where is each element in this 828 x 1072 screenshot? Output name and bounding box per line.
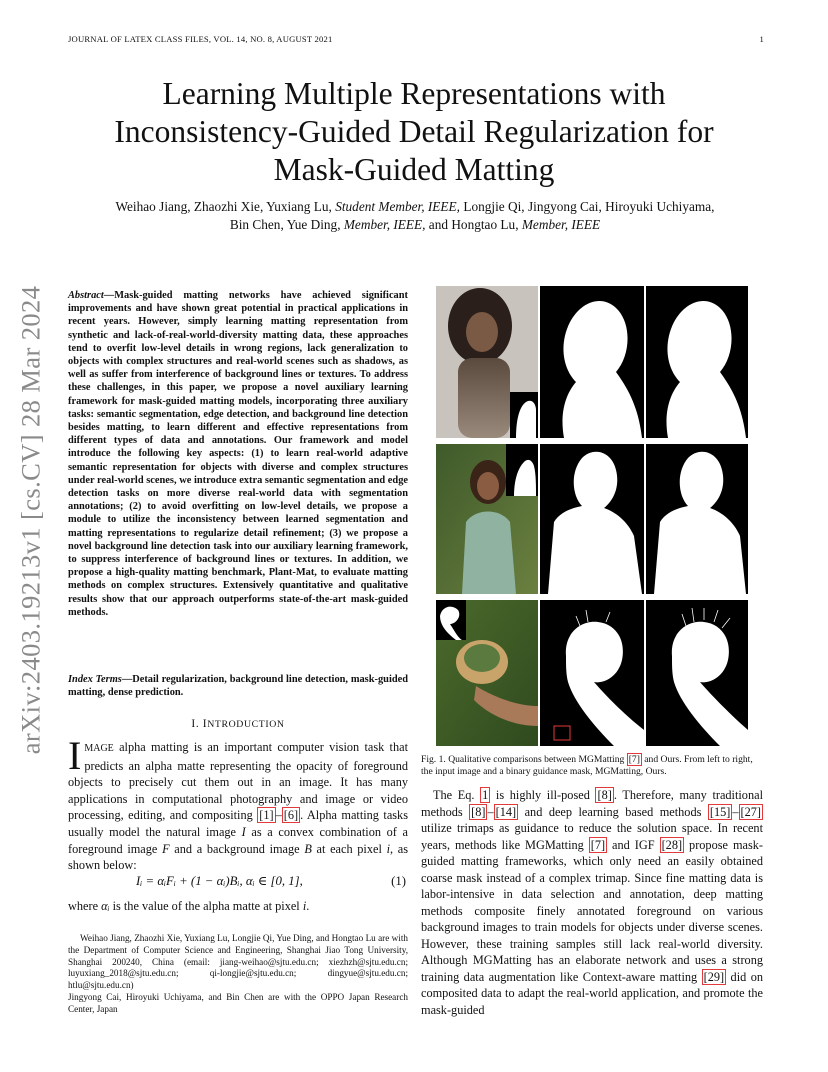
caption-text: and Ours. From left to right, the input image and a binary guidance mask, MGMatting, Ours.: [421, 754, 753, 778]
citation-link[interactable]: [28]: [661, 837, 683, 852]
math-var: F: [162, 841, 170, 856]
intro-text: at each pixel: [311, 841, 387, 856]
face-shape: [466, 312, 498, 352]
body-text: is highly ill-posed: [490, 788, 596, 802]
intro-text: –: [275, 808, 282, 823]
body-text: –: [732, 804, 739, 819]
row-1: [436, 286, 748, 438]
body-text: where: [68, 899, 102, 913]
body-text: –: [487, 804, 494, 819]
equation-link[interactable]: 1: [482, 788, 489, 802]
index-terms: [68, 673, 408, 699]
equation-1: [68, 874, 408, 894]
citation-link[interactable]: [1]: [259, 808, 274, 823]
footnote-paragraph: Weihao Jiang, Zhaozhi Xie, Yuxiang Lu, Longjie Qi, Yue Ding, and Hongtao Lu are with the Department of Computer Science and Engineering, Shanghai Jiao Tong University, Shanghai 200240, China (email: jiang-weihao@sjtu.edu.cn; xiezhzh@sjtu.edu.cn; luyuxiang_2018@sjtu.edu.cn; qi-longjie@sjtu.edu.cn; dingyue@sjtu.edu.cn; htlu@sjtu.edu.cn): [68, 933, 408, 991]
row-3: [436, 600, 748, 746]
equation-number: (1): [391, 874, 406, 888]
right-column-paragraph: [421, 787, 763, 1018]
index-terms-label: Index Terms: [68, 674, 122, 685]
intro-text: , as shown below:: [68, 841, 408, 873]
paper-title: [60, 75, 768, 189]
dress-shape: [462, 512, 516, 595]
citation-link[interactable]: [29]: [703, 969, 725, 984]
arxiv-stamp: [6, 280, 56, 760]
author-names: Longjie Qi, Jingyong Cai, Hiroyuki Uchiyama,: [460, 199, 715, 214]
section-first-letter: I: [202, 718, 208, 730]
face-shape: [477, 472, 499, 500]
math-var: i: [302, 899, 307, 913]
section-heading: [68, 718, 408, 730]
citation-link[interactable]: [8]: [471, 804, 486, 819]
abstract: [68, 289, 408, 619]
math-var: B: [304, 841, 312, 856]
author-names: Weihao Jiang, Zhaozhi Xie, Yuxiang Lu,: [115, 199, 336, 214]
author-names: Bin Chen, Yue Ding,: [229, 217, 344, 232]
body-text: .: [306, 899, 310, 913]
body-text: did on composited data to adapt the real-world application, and promote the mask-guided: [421, 969, 763, 1017]
intro-text: and a background image: [169, 841, 305, 856]
author-line: [62, 198, 768, 216]
journal-name: JOURNAL OF LATEX CLASS FILES, VOL. 14, NO. 8, AUGUST 2021: [68, 34, 333, 44]
citation-link[interactable]: [27]: [740, 804, 761, 819]
body-text: and IGF: [607, 837, 660, 852]
body-text: The Eq.: [433, 788, 481, 802]
abstract-label: Abstract: [68, 290, 104, 301]
author-names: and Hongtao Lu,: [425, 217, 522, 232]
citation-link[interactable]: [7]: [628, 754, 640, 765]
math-var: I: [241, 824, 246, 839]
row-2: [436, 444, 748, 594]
body-text: is the value of the alpha matte at pixel: [109, 899, 303, 913]
body-text: utilize trimaps as guidance to reduce the solution space. In recent years, methods like MGMatting: [421, 821, 763, 852]
section-rest: NTRODUCTION: [207, 719, 285, 730]
page-number: 1: [759, 34, 764, 44]
intro-caps: MAGE: [84, 743, 114, 754]
running-header: [68, 34, 764, 44]
author-line: [62, 216, 768, 234]
caption-text: Fig. 1. Qualitative comparisons between MGMatting: [421, 754, 627, 765]
author-affil: Student Member, IEEE,: [335, 199, 460, 214]
author-list: [62, 198, 768, 234]
footnote-paragraph: Jingyong Cai, Hiroyuki Uchiyama, and Bin Chen are with the OPPO Japan Research Center, Japan: [68, 991, 408, 1014]
affiliation-footnote: [68, 933, 408, 1016]
citation-link[interactable]: [7]: [590, 837, 606, 852]
figure-1-grid: [436, 286, 748, 746]
figure-caption: [421, 754, 763, 779]
math-var: i: [386, 841, 390, 856]
citation-link[interactable]: [15]: [709, 804, 731, 819]
intro-text: alpha matting is an important computer vision task that predicts an alpha matte representing the opacity of foreground objects to precisely cut them out in an image. It has many applications in computational photography and image or video processing, editing, and compositing: [68, 740, 408, 823]
equation-body: Iᵢ = αᵢFᵢ + (1 − αᵢ)Bᵢ, αᵢ ∈ [0, 1],: [136, 874, 303, 888]
body-text: and deep learning based methods: [518, 804, 708, 819]
title-line: Mask-Guided Matting: [273, 152, 555, 187]
citation-link[interactable]: [14]: [495, 804, 517, 819]
where-line: [68, 899, 408, 914]
arxiv-id: arXiv:2403.19213v1 [cs.CV] 28 Mar 2024: [15, 285, 46, 755]
cactus-shape: [464, 644, 500, 672]
author-affil: Member, IEEE,: [343, 217, 426, 232]
citation-link[interactable]: [8]: [597, 788, 612, 802]
title-line: Learning Multiple Representations with: [162, 76, 666, 111]
body-text: . Therefore, many traditional methods: [421, 788, 763, 819]
intro-text: as a convex combination of a foreground image: [68, 824, 408, 856]
index-terms-text: —Detail regularization, background line detection, mask-guided matting, dense prediction.: [68, 674, 408, 699]
intro-paragraph: [68, 733, 408, 874]
author-affil: Member, IEEE: [521, 217, 601, 232]
abstract-text: —Mask-guided matting networks have achieved significant improvements and have shown great potential in practical applications in recent years. However, simply learning matting representation from synthetic and lack-of-real-world-diversity matting data, these approaches tend to overfit low-level details in wrong regions, lack generalization to objects with complex structures and real-world scenes such as shadows, as well as suffer from interference of background lines or textures. To address these challenges, in this paper, we propose a novel auxiliary learning framework for mask-guided matting models, incorporating three auxiliary tasks: semantic segmentation, edge detection, and background line detection besides matting, to learn different and effective representations from different types of data and annotations. Our framework and model introduce the following key aspects: (1) to learn real-world adaptive semantic representation for objects with diverse and complex structures under real-world scenes, we introduce extra semantic segmentation and edge detection tasks on more diverse real-world data with segmentation annotations; (2) to avoid overfitting on low-level details, we propose a module to utilize the inconsistency between learned segmentation and matting representations to regularize detail refinement; (3) we propose a novel background line detection task into our auxiliary learning framework, to suppress interference of background lines or textures. In addition, we propose a high-quality matting benchmark, Plant-Mat, to evaluate matting methods on complex structures. Extensively quantitative and qualitative results show that our approach outperforms state-of-the-art mask-guided methods.: [68, 290, 408, 618]
citation-link[interactable]: [6]: [283, 808, 299, 823]
body-shape: [458, 358, 510, 438]
body-text: propose mask-guided matting frameworks, which only need an easily obtained coarse mask instead of a complex trimap. Since fine matting data is labor-intensive in data selection and annotation, deep matting methods composite finely annotated foreground on various background images to train models for objects under diverse scenes. However, these training samples still lack real-world diversity. Although MGMatting has an elaborate network and uses a strong training data augmentation like Context-aware matting: [421, 837, 763, 984]
drop-cap: I: [68, 733, 82, 778]
title-line: Inconsistency-Guided Detail Regularization for: [114, 114, 714, 149]
section-numeral: I.: [191, 718, 203, 730]
math-var: αᵢ: [101, 899, 110, 913]
intro-text: . Alpha matting tasks usually model the natural image: [68, 808, 408, 839]
